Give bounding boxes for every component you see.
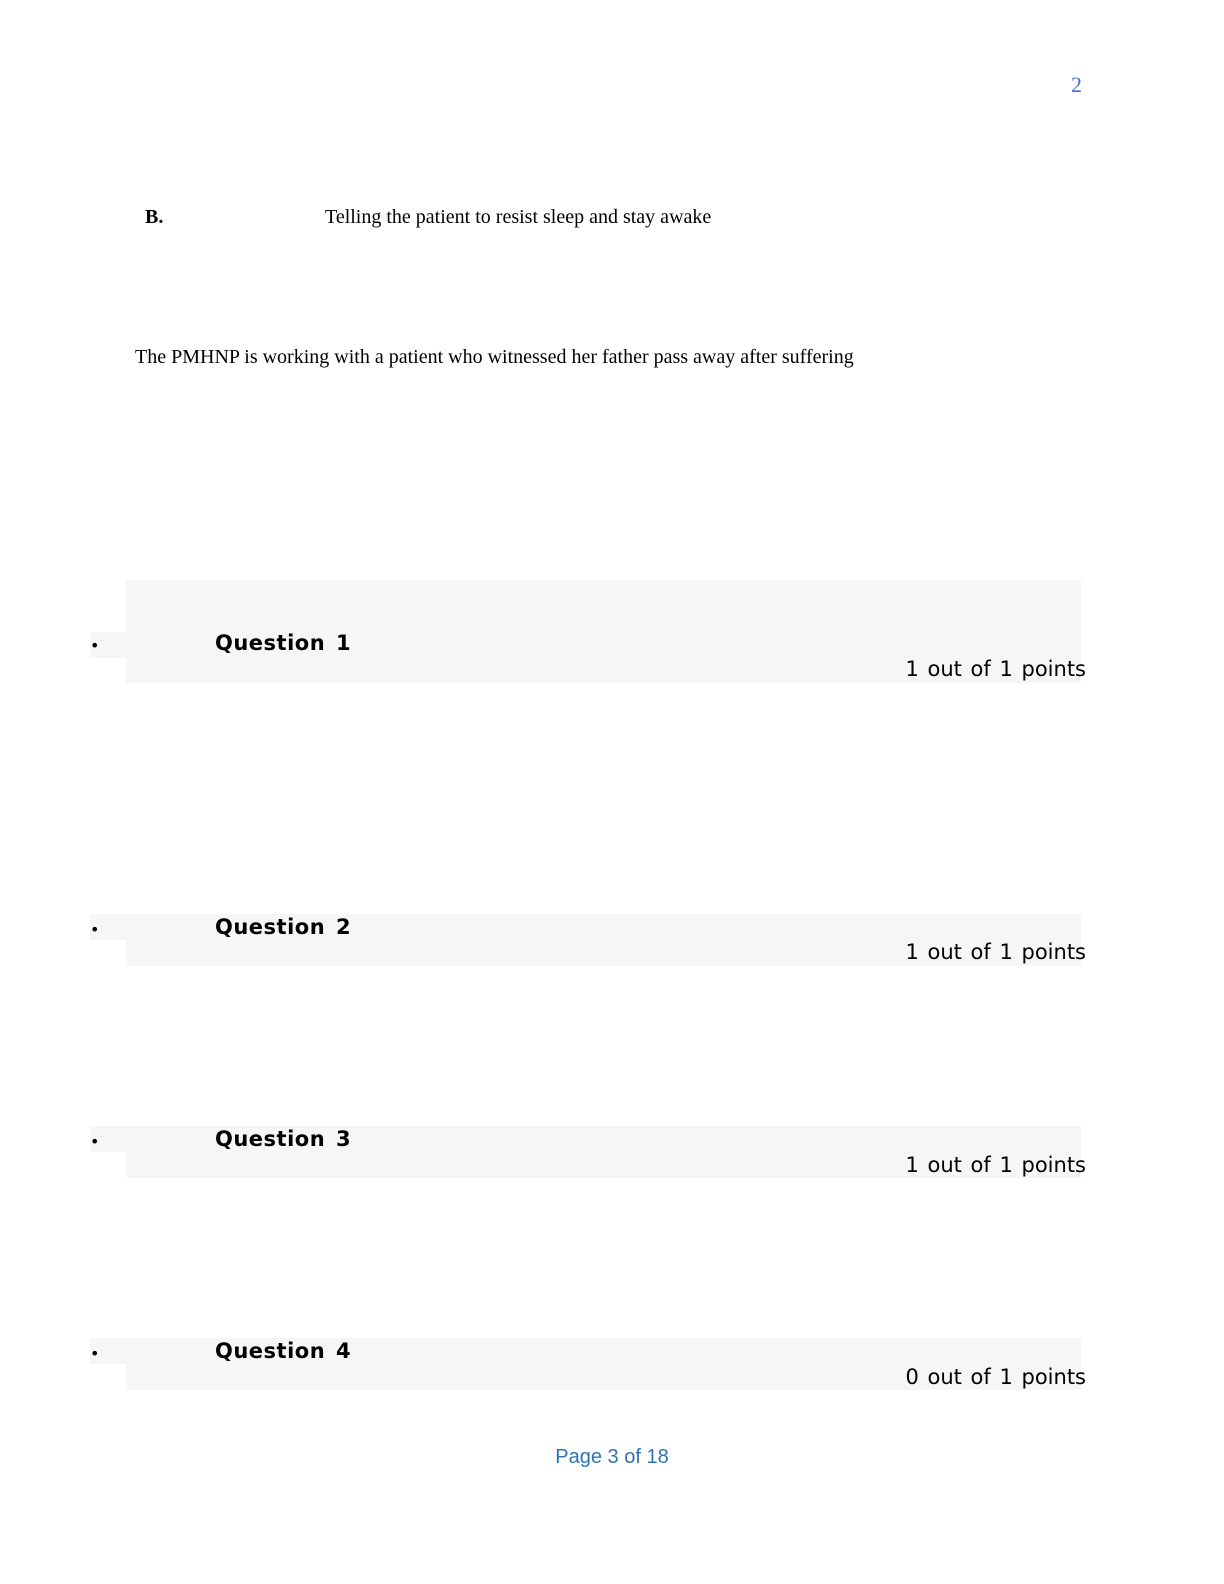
question-title: Question 1 bbox=[215, 631, 352, 655]
question-title: Question 3 bbox=[215, 1127, 352, 1151]
bullet-icon: • bbox=[90, 636, 100, 655]
question-block bbox=[0, 1126, 1224, 1180]
bullet-icon: • bbox=[90, 1344, 100, 1363]
bullet-icon: • bbox=[90, 920, 100, 939]
question-block bbox=[0, 580, 1224, 684]
question-points: 1 out of 1 points bbox=[905, 657, 1086, 681]
question-block bbox=[0, 914, 1224, 968]
question-title: Question 4 bbox=[215, 1339, 352, 1363]
question-block bbox=[0, 1338, 1224, 1392]
question-points: 1 out of 1 points bbox=[905, 940, 1086, 964]
question-title: Question 2 bbox=[215, 915, 352, 939]
question-points: 1 out of 1 points bbox=[905, 1153, 1086, 1177]
page-footer: Page 3 of 18 bbox=[555, 1446, 669, 1468]
question-points: 0 out of 1 points bbox=[905, 1365, 1086, 1389]
answer-option-letter: B. bbox=[145, 206, 164, 228]
bullet-icon: • bbox=[90, 1132, 100, 1151]
header-page-number: 2 bbox=[1071, 72, 1082, 97]
answer-option-text: Telling the patient to resist sleep and stay awake bbox=[325, 206, 712, 228]
question-stem: The PMHNP is working with a patient who witnessed her father pass away after suffering bbox=[135, 346, 854, 368]
